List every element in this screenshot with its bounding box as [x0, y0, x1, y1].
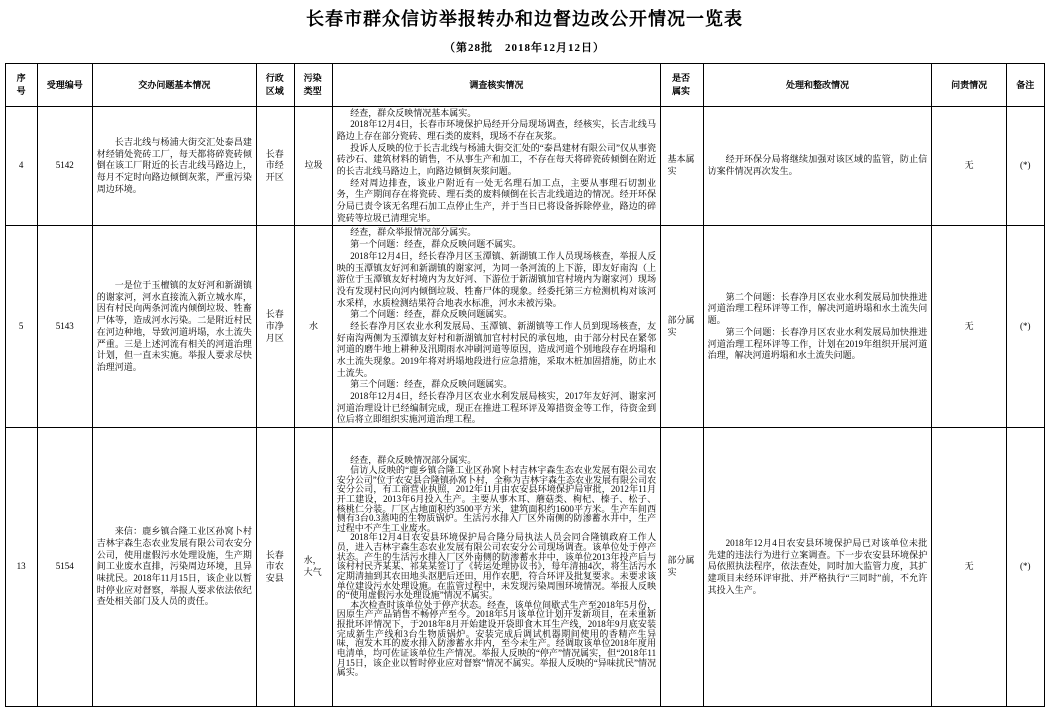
cell-note: (*) [1007, 226, 1044, 428]
investigation-paragraph: 信访人反映的“鹿乡镇合隆工业区孙窝卜村吉林宇森生态农业发展有限公司农安分公司”位于农安县合隆镇孙窝卜村，全称为吉林宇森生态农业发展有限公司农安分公司，有工商营业执照，2012年11月由农安县环境保护局审批，2012年11月开工建设，2013年6月投入生产。主要从事木耳、蘑菇类、枸杞、榛子、松子、核桃仁分装。厂区占地面积约3500平方米，建筑面积约1600平方米。生产车间西侧有3台0.3蒸吨的生物质锅炉。生活污水排入厂区外南侧的防渗蓄水井中，生产过程中不产生工业废水。 [336, 465, 657, 533]
investigation-paragraph: 经对周边排查，该业户附近有一处无名理石加工点，主要从事理石切割业务，生产期间存在将瓷砖、理石类的废料倾倒在长吉北线道边的情况。经开环保分局已责令该无名理石加工点停止生产，并于当日已将设备拆除停业，路边的碎瓷砖等垃圾已清理完毕。 [336, 177, 657, 223]
cell-investigation [332, 226, 660, 428]
investigation-paragraph: 2018年12月4日农安县环境保护局合隆分局执法人员会同合隆镇政府工作人员，进入吉林宇森生态农业发展有限公司农安分公司现场调查。该单位处于停产状态。产生的生活污水排入厂区外南侧的防渗蓄水井中，该单位2013年投产后与该村村民齐某某、祁某某签订了《转运处理协议书》，每年清抽4次，将生活污水定期清抽到其农田地头沤肥后还田，用作农肥，符合环评及批复要求。未要求该单位建设污水处理设施。在监管过程中，未发现污染周围环境情况。举报人反映的“使用虚假污水处理设施”情况不属实。 [336, 532, 657, 601]
col-header-pollution [295, 63, 332, 106]
handling-paragraph: 2018年12月4日农安县环境保护局已对该单位未批先建的违法行为进行立案调查。下一步农安县环境保护局依照执法程序，依法查处，同时加大监管力度，其扩建项目未经环评审批、并严格执行“三同时”前，不允许其投入生产。 [707, 537, 928, 595]
cell-case-no: 5143 [37, 226, 92, 428]
region-value: 长春市农安县 [265, 549, 284, 583]
cell-handling [703, 428, 932, 707]
verified-value: 部分属实 [667, 555, 695, 578]
problem-paragraph: 来信：鹿乡镇合隆工业区孙窝卜村吉林宇森生态农业发展有限公司农安分公司，使用虚假污水处理设施，生产期间工业废水直排，污染周边环境，且异味扰民。2018年11月15日，该企业以暂时停业应对督察，举报人要求依法依纪查处相关部门及人员的责任。 [96, 526, 252, 607]
investigation-paragraph: 经查，群众反映情况部分属实。 [350, 455, 477, 466]
cell-accountability: 无 [932, 106, 1007, 226]
col-header-region-label: 行政区域 [265, 73, 284, 96]
col-header-verified [661, 63, 704, 106]
cell-investigation [332, 106, 660, 226]
cell-problem [92, 106, 256, 226]
cell-verified [661, 428, 704, 707]
cell-pollution [295, 428, 332, 707]
cell-investigation [332, 428, 660, 707]
investigation-paragraph: 经查，群众反映情况基本属实。 [350, 107, 477, 118]
cell-region [256, 226, 294, 428]
cell-problem [92, 226, 256, 428]
col-header-accountability: 问责情况 [932, 63, 1007, 106]
table-row [5, 226, 1044, 428]
header-row [5, 63, 1044, 106]
cell-verified [661, 106, 704, 226]
cell-problem [92, 428, 256, 707]
cell-pollution: 垃圾 [295, 106, 332, 226]
investigation-paragraph: 投诉人反映的位于长吉北线与杨浦大街交汇处的“泰昌建材有限公司”仅从事瓷砖沙石、建筑材料的销售，不从事生产和加工，不存在每天将碎瓷砖倾倒在附近的长吉北线马路边上，向路边倾倒灰浆问题。 [336, 142, 657, 177]
col-header-case-no: 受理编号 [37, 63, 92, 106]
col-header-pollution-label: 污染类型 [303, 73, 322, 96]
cell-accountability: 无 [932, 428, 1007, 707]
cell-seq: 5 [5, 226, 37, 428]
cell-note: (*) [1007, 428, 1044, 707]
investigation-paragraph: 2018年12月4日，经长春净月区玉潭镇、新湖镇工作人员现场核查，举报人反映的玉潭镇友好河和新湖镇的谢家河，为同一条河流的上下游，即友好南沟（上游位于玉潭镇友好村境内为友好河、下游位于新湖镇加官村境内为谢家河）现场没有发现村民向河内倾倒垃圾、牲畜尸体的现象。经委托第三方检测机构对该河水采样，水质检测结果符合地表水标准，河水未被污染。 [336, 250, 657, 308]
col-header-problem: 交办问题基本情况 [92, 63, 256, 106]
cell-verified [661, 226, 704, 428]
region-value: 长春市经开区 [265, 148, 284, 182]
col-header-verified-label: 是否属实 [671, 73, 690, 96]
table-row [5, 428, 1044, 707]
investigation-paragraph: 第一个问题：经查，群众反映问题不属实。 [350, 239, 522, 250]
table-row [5, 106, 1044, 226]
col-header-seq [5, 63, 37, 106]
cell-case-no: 5142 [37, 106, 92, 226]
col-header-investigation: 调查核实情况 [332, 63, 660, 106]
cell-note: (*) [1007, 106, 1044, 226]
cell-region [256, 428, 294, 707]
pollution-value: 水，大气 [303, 555, 322, 578]
col-header-note: 备注 [1007, 63, 1044, 106]
problem-paragraph: 一是位于玉檀镇的友好河和新湖镇的谢家河，河水直接流入新立城水库，因有村民向两条河流内倾倒垃圾、牲畜尸体等，造成河水污染。二是附近村民在河边种地，导致河道坍塌，水土流失严重。三是上述河流有相关的河道治理计划，但一直未实施。举报人要求尽快治理河道。 [96, 280, 252, 372]
handling-paragraph: 第二个问题：长春净月区农业水利发展局加快推进河道治理工程环评等工作，解决河道坍塌和水土流失问题。 [707, 291, 928, 326]
cell-handling [703, 226, 932, 428]
region-value: 长春市净月区 [265, 309, 284, 343]
cell-handling [703, 106, 932, 226]
problem-paragraph: 长吉北线与杨浦大街交汇处泰昌建材经销处瓷砖工厂，每天都将碎瓷砖倾倒在该工厂附近的长吉北线马路边上，每月不定时向路边倾倒灰浆，严重污染周边环境。 [96, 136, 252, 194]
investigation-paragraph: 经长春净月区农业水利发展局、玉潭镇、新湖镇等工作人员到现场核查，友好南沟两侧为玉潭镇友好村和新湖镇加官村村民的承包地，由于部分村民在紧邻河道的磨牛地上耕种及汛期雨水冲刷河道等原因，造成河道个别地段存在坍塌和水土流失现象。2019年将对坍塌地段进行应急措施，采取木桩加固措施，防止水土流失。 [336, 320, 657, 378]
investigation-paragraph: 2018年12月4日，长春市环境保护局经开分局现场调查，经核实，长吉北线马路边上存在部分瓷砖、理石类的废料，现场不存在灰浆。 [336, 119, 657, 141]
investigation-paragraph: 第三个问题：经查，群众反映问题属实。 [350, 379, 513, 390]
col-header-seq-label: 序号 [16, 73, 26, 96]
cell-case-no: 5154 [37, 428, 92, 707]
page-title: 长春市群众信访举报转办和边督边改公开情况一览表 [306, 9, 743, 29]
cell-seq: 13 [5, 428, 37, 707]
cell-accountability: 无 [932, 226, 1007, 428]
report-table [5, 63, 1045, 707]
col-header-handling: 处理和整改情况 [703, 63, 932, 106]
verified-value: 部分属实 [667, 315, 695, 337]
cell-pollution: 水 [295, 226, 332, 428]
investigation-paragraph: 经查，群众举报情况部分属实。 [350, 227, 477, 238]
handling-paragraph: 经开环保分局将继续加强对该区域的监管，防止信访案件情况再次发生。 [707, 154, 928, 177]
handling-paragraph: 第三个问题：长春净月区农业水利发展局加快推进河道治理工程环评等工作，计划在2019年组织开展河道治理，解决河道坍塌和水土流失问题。 [707, 326, 928, 361]
verified-value: 基本属实 [667, 154, 695, 177]
page-subtitle: （第28批 2018年12月12日） [444, 41, 605, 54]
investigation-paragraph: 2018年12月4日，经长春净月区农业水利发展局核实，2017年友好河、谢家河河道治理设计已经编制完成，现正在推进工程环评及筹措资金等工作，待资金到位后将立即组织实施河道治理工程。 [336, 391, 657, 425]
cell-region [256, 106, 294, 226]
col-header-region [256, 63, 294, 106]
investigation-paragraph: 第二个问题：经查，群众反映问题属实。 [350, 309, 513, 320]
cell-seq: 4 [5, 106, 37, 226]
investigation-paragraph: 本次检查时该单位处于停产状态。经查，该单位间歇式生产至2018年5月份，因原生产产品销售不畅停产至今。2018年5月该单位计划开发新项目，在未重新报批环评情况下，于2018年8月开始建设开袋即食木耳生产线，2018年9月底安装完成新生产线和3台生物质锅炉。安装完成后调试机器期间使用的香精产生异味，泡发木耳的废水排入防渗蓄水井内，至今未生产。经调取该单位2018年度用电清单，均可佐证该单位生产情况。举报人反映的“停产”情况属实，但“2018年11月15日，该企业以暂时停业应对督察”情况不属实。举报人反映的“异味扰民”情况属实。 [336, 599, 657, 678]
